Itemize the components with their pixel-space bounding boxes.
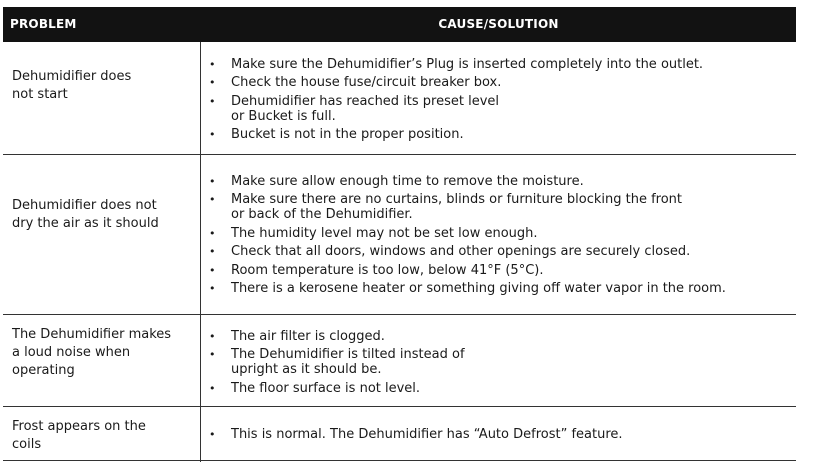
column-divider (200, 155, 201, 314)
solution-list (231, 427, 796, 445)
solution-item: • Dehumidifier has reached its preset level or Bucket is full. (231, 94, 796, 124)
solution-item: • There is a kerosene heater or something giving off water vapor in the room. (231, 281, 796, 296)
table-row (3, 315, 796, 407)
problem-cell: Dehumidifier does not start (12, 69, 132, 102)
solution-item: • Make sure there are no curtains, blinds or furniture blocking the front or back of the Dehumidifier. (231, 192, 796, 222)
solution-item: • Bucket is not in the proper position. (231, 127, 796, 142)
column-divider (200, 315, 201, 406)
solution-item: • Make sure allow enough time to remove the moisture. (231, 174, 796, 189)
table-row (3, 42, 796, 155)
header-problem: PROBLEM (10, 17, 77, 31)
solution-item: • The humidity level may not be set low enough. (231, 226, 796, 241)
header-cause-solution: CAUSE/SOLUTION (438, 17, 559, 31)
table-row (3, 155, 796, 315)
solution-item: • The air filter is clogged. (231, 329, 796, 344)
solution-list (231, 329, 796, 399)
solution-item: • Check that all doors, windows and other openings are securely closed. (231, 244, 796, 259)
problem-cell: Dehumidifier does not dry the air as it should (12, 198, 159, 231)
solution-item: • Make sure the Dehumidifier’s Plug is inserted completely into the outlet. (231, 57, 796, 72)
solution-list (231, 57, 796, 146)
solution-item: • This is normal. The Dehumidifier has “Auto Defrost” feature. (231, 427, 796, 442)
problem-cell: The Dehumidifier makes a loud noise when operating (12, 327, 172, 378)
solution-item: • Check the house fuse/circuit breaker box. (231, 75, 796, 90)
table-bottom-border (3, 460, 796, 461)
solution-item: • The floor surface is not level. (231, 381, 796, 396)
solution-item: • The Dehumidifier is tilted instead of upright as it should be. (231, 347, 796, 377)
solution-item: • Room temperature is too low, below 41°F (5°C). (231, 263, 796, 278)
column-divider (200, 42, 201, 154)
problem-cell: Frost appears on the coils (12, 419, 146, 452)
solution-list (231, 174, 796, 299)
table-header (3, 7, 796, 42)
troubleshooting-table (3, 7, 796, 462)
table-row (3, 407, 796, 462)
column-divider (200, 407, 201, 462)
